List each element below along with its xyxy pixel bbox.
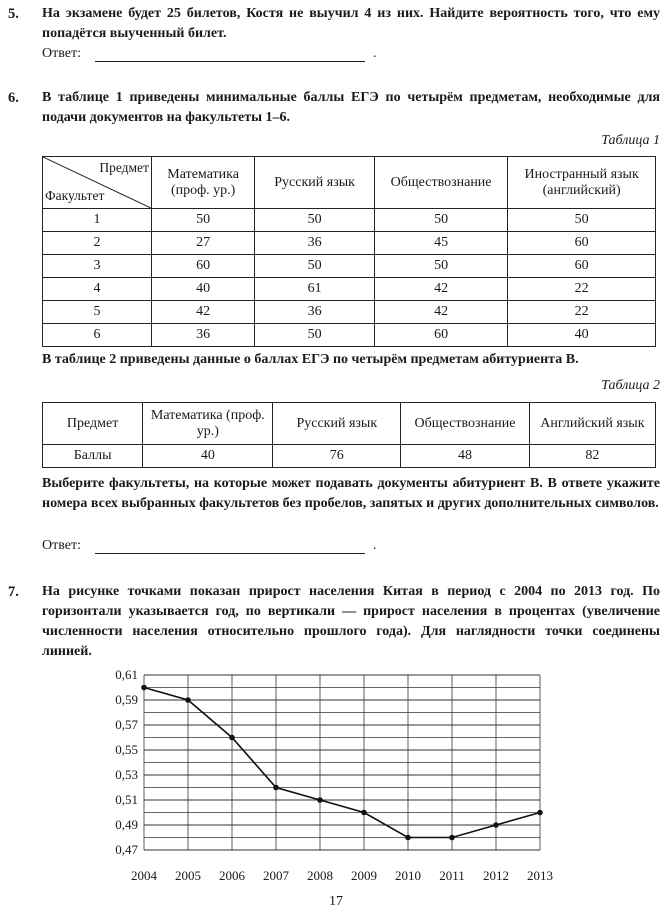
table-cell: 3 — [43, 255, 152, 278]
table-cell: 36 — [255, 301, 375, 324]
data-point — [317, 797, 323, 803]
table-cell: 50 — [255, 255, 375, 278]
table-cell: 22 — [508, 278, 656, 301]
table-cell: 36 — [255, 232, 375, 255]
table-cell: 50 — [151, 209, 254, 232]
table-cell: Баллы — [43, 445, 143, 468]
x-tick-label: 2009 — [351, 868, 377, 883]
table-cell: 27 — [151, 232, 254, 255]
data-point — [493, 822, 499, 828]
table-cell: 40 — [151, 278, 254, 301]
table1-corner-subject: Предмет — [99, 160, 149, 175]
table-cell: 50 — [374, 209, 507, 232]
table-cell: 61 — [255, 278, 375, 301]
data-point — [141, 685, 147, 691]
table-cell: 48 — [401, 445, 530, 468]
task6-intro: В таблице 1 приведены минимальные баллы ЕГЭ по четырём предметам, необходимые для подачи документов на факультеты 1–6. — [42, 90, 660, 125]
table-cell: 6 — [43, 324, 152, 347]
table-cell: 76 — [273, 445, 401, 468]
data-point — [361, 810, 367, 816]
table-cell: 42 — [374, 301, 507, 324]
table1-header: Математика (проф. ур.) — [151, 157, 254, 209]
table2-caption: Таблица 2 — [601, 378, 660, 393]
table-cell: 2 — [43, 232, 152, 255]
data-point — [449, 835, 455, 841]
table-cell: 82 — [529, 445, 655, 468]
task6-answer-end: . — [372, 538, 377, 553]
task6-question: Выберите факультеты, на которые может подавать документы абитуриент В. В ответе укажите номера всех выбранных факультетов без пробелов, запятых и других дополнительных символов. — [42, 476, 660, 511]
table-cell: 40 — [508, 324, 656, 347]
table2-header: Математика (проф. ур.) — [143, 403, 273, 445]
y-tick-label: 0,47 — [115, 842, 138, 857]
table-cell: 50 — [255, 324, 375, 347]
table-cell: 60 — [508, 255, 656, 278]
y-tick-label: 0,59 — [115, 692, 138, 707]
y-tick-label: 0,49 — [115, 817, 138, 832]
x-tick-label: 2010 — [395, 868, 421, 883]
table-cell: 50 — [508, 209, 656, 232]
data-point — [273, 785, 279, 791]
x-tick-label: 2011 — [439, 868, 465, 883]
table2-header: Русский язык — [273, 403, 401, 445]
table-cell: 60 — [374, 324, 507, 347]
task7-text: На рисунке точками показан прирост населения Китая в период с 2004 по 2013 год. По горизонтали указывается год, по вертикали — прирост населения в процентах (увеличение численности населения относительно прошлого года). Для наглядности точки соединены линией. — [42, 584, 660, 659]
x-tick-label: 2006 — [219, 868, 245, 883]
y-tick-label: 0,61 — [115, 667, 138, 682]
table-cell: 60 — [151, 255, 254, 278]
table1-corner-faculty: Факультет — [45, 188, 105, 203]
table-cell: 60 — [508, 232, 656, 255]
table-cell: 5 — [43, 301, 152, 324]
y-tick-label: 0,51 — [115, 792, 138, 807]
table-cell: 50 — [255, 209, 375, 232]
table-cell: 42 — [151, 301, 254, 324]
task5-number: 5. — [8, 6, 19, 22]
data-point — [229, 735, 235, 741]
x-tick-label: 2008 — [307, 868, 333, 883]
task7-number: 7. — [8, 584, 19, 600]
task6-middle: В таблице 2 приведены данные о баллах ЕГЭ по четырём предметам абитуриента В. — [42, 352, 579, 367]
table-cell: 45 — [374, 232, 507, 255]
table2-header: Английский язык — [529, 403, 655, 445]
data-point — [185, 697, 191, 703]
x-tick-label: 2012 — [483, 868, 509, 883]
data-point — [405, 835, 411, 841]
table-cell: 22 — [508, 301, 656, 324]
x-tick-label: 2005 — [175, 868, 201, 883]
table1-header: Русский язык — [255, 157, 375, 209]
x-tick-label: 2004 — [131, 868, 157, 883]
table-cell: 36 — [151, 324, 254, 347]
task5-answer-label: Ответ: — [42, 46, 81, 61]
y-tick-label: 0,53 — [115, 767, 138, 782]
table1-header: Иностранный язык (английский) — [508, 157, 656, 209]
page-number: 17 — [329, 894, 343, 909]
table1-header: Обществознание — [374, 157, 507, 209]
task5-answer-end: . — [372, 46, 377, 61]
y-tick-label: 0,57 — [115, 717, 138, 732]
x-tick-label: 2007 — [263, 868, 289, 883]
y-tick-label: 0,55 — [115, 742, 138, 757]
task6-number: 6. — [8, 90, 19, 106]
table-cell: 50 — [374, 255, 507, 278]
table-cell: 40 — [143, 445, 273, 468]
x-tick-label: 2013 — [527, 868, 553, 883]
task6-answer-label: Ответ: — [42, 538, 81, 553]
table-cell: 4 — [43, 278, 152, 301]
table-cell: 1 — [43, 209, 152, 232]
table-cell: 42 — [374, 278, 507, 301]
table1-caption: Таблица 1 — [601, 133, 660, 148]
table2-header: Обществознание — [401, 403, 530, 445]
data-point — [537, 810, 543, 816]
table2-header: Предмет — [43, 403, 143, 445]
task5-text: На экзамене будет 25 билетов, Костя не выучил 4 из них. Найдите вероятность того, что ему попадётся выученный билет. — [42, 6, 660, 41]
